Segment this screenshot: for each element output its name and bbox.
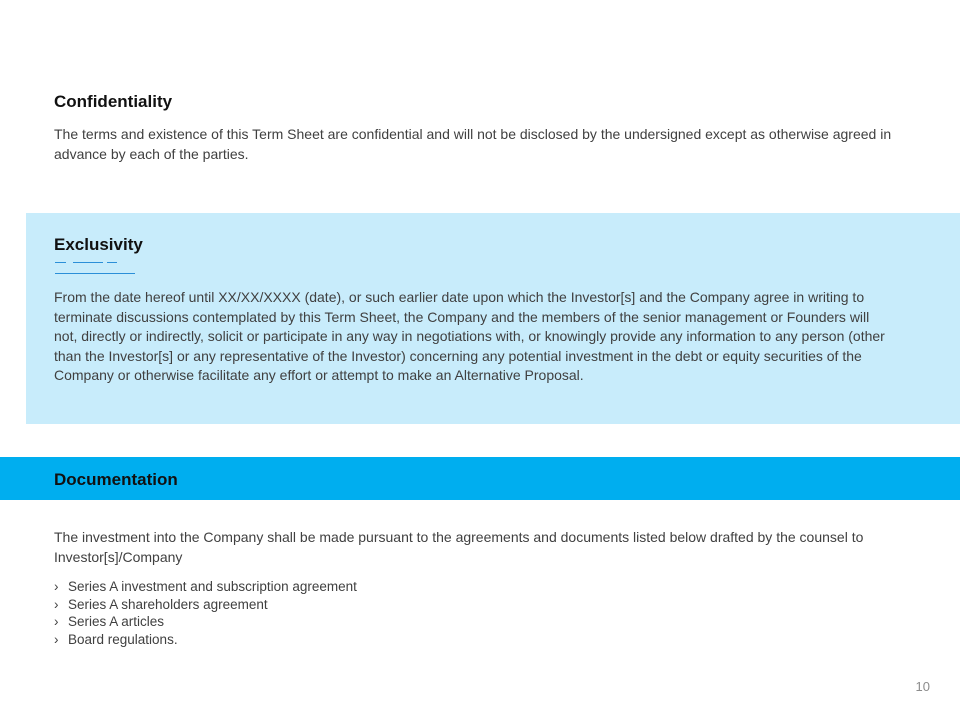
documents-list (54, 578, 357, 648)
page-number: 10 (915, 679, 930, 694)
list-item (54, 596, 357, 614)
chevron-right-icon: › (54, 579, 59, 594)
list-item (54, 631, 357, 649)
list-item-text: Series A articles (68, 614, 165, 629)
documentation-paragraph: The investment into the Company shall be made pursuant to the agreements and documents listed below drafted by the counsel to Investor[s]/Company (54, 529, 864, 565)
list-item-text: Board regulations. (68, 631, 178, 647)
list-item-text: Series A investment and subscription agreement (68, 579, 357, 594)
chevron-right-icon: › (54, 614, 59, 629)
confidentiality-heading: Confidentiality (54, 92, 173, 111)
chevron-right-icon: › (54, 631, 59, 647)
documentation-heading: Documentation (54, 470, 178, 489)
list-item-text: Series A shareholders agreement (68, 596, 268, 612)
exclusivity-heading: Exclusivity (54, 235, 143, 254)
confidentiality-paragraph: The terms and existence of this Term Sheet are confidential and will not be disclosed by the undersigned except as otherwise agreed in advance by each of the parties. (54, 126, 892, 162)
exclusivity-paragraph: From the date hereof until XX/XX/XXXX (date), or such earlier date upon which the Investor[s] and the Company agree in writing to terminate discussions contemplated by this Term Sheet, the Company and the members of the senior management or Founders will not, directly or indirectly, solicit or participate in any way in negotiations with, or knowingly provide any information to any person (other than the Investor[s] or any representative of the Investor) concerning any potential investment in the debt or equity securities of the Company or otherwise facilitate any effort or attempt to make an Alternative Proposal. (54, 289, 885, 383)
list-item (54, 578, 357, 596)
exclusivity-underline-decoration (55, 262, 135, 276)
list-item (54, 613, 357, 631)
chevron-right-icon: › (54, 596, 59, 612)
